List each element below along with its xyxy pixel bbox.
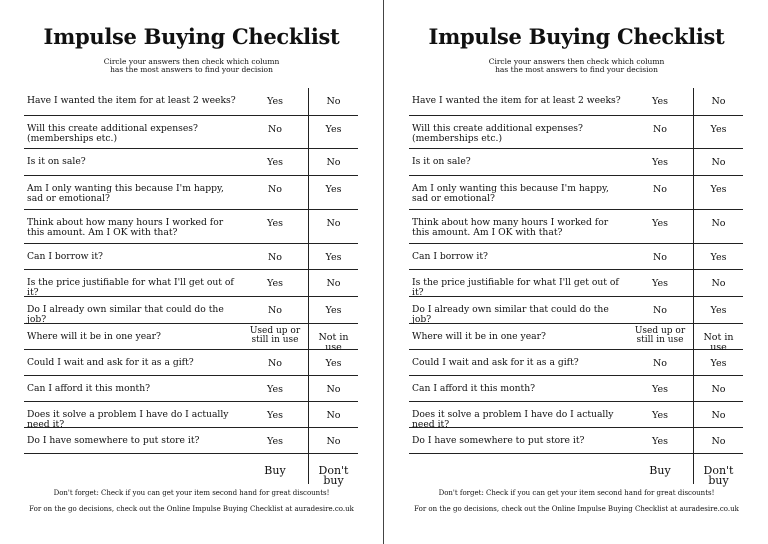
checklist-table (24, 88, 358, 487)
answer-no-column[interactable]: No (693, 210, 743, 243)
answer-yes-column[interactable]: No (267, 124, 283, 135)
answer-no-column[interactable]: No (693, 270, 743, 296)
answer-no-column[interactable]: Yes (308, 244, 358, 269)
buy-label: Buy (264, 464, 286, 477)
question-text: Does it solve a problem I have do I actually need it? (412, 409, 614, 430)
answer-yes-column[interactable]: Yes (267, 278, 283, 289)
question-text: Could I wait and ask for it as a gift? (412, 357, 579, 368)
answer-yes-column[interactable]: Yes (652, 218, 668, 229)
answer-no-column[interactable]: Yes (308, 116, 358, 148)
answer-yes-column[interactable]: Yes (267, 96, 283, 107)
checklist-table (409, 88, 743, 487)
table-row (24, 324, 358, 353)
question-text: Is it on sale? (27, 156, 86, 167)
table-row (409, 350, 743, 376)
question-text: Have I wanted the item for at least 2 weeks? (27, 95, 236, 106)
answer-yes-column[interactable]: No (652, 124, 668, 135)
table-row (409, 176, 743, 210)
answer-yes-column[interactable]: Yes (652, 157, 668, 168)
page-divider (383, 0, 384, 544)
answer-yes-column[interactable]: No (267, 184, 283, 195)
decision-row (409, 454, 743, 487)
table-row (409, 270, 743, 297)
answer-no-column[interactable]: No (308, 149, 358, 175)
answer-no-column[interactable]: No (308, 270, 358, 296)
answer-no-column[interactable]: Yes (693, 116, 743, 148)
question-text: Do I have somewhere to put store it? (412, 435, 585, 446)
table-row (24, 149, 358, 176)
answer-yes-column[interactable]: No (652, 305, 668, 316)
page-subtitle: Circle your answers then check which column has the most answers to find your decision (103, 57, 280, 74)
answer-yes-column[interactable]: Yes (652, 96, 668, 107)
table-row (24, 116, 358, 149)
answer-yes-column[interactable]: Yes (652, 436, 668, 447)
question-text: Do I already own similar that could do the job? (27, 304, 224, 325)
page-title: Impulse Buying Checklist (43, 24, 340, 49)
table-row (409, 149, 743, 176)
answer-no-column[interactable]: No (693, 88, 743, 115)
question-text: Where will it be in one year? (27, 331, 161, 342)
dont-buy-label: Don't buy (308, 454, 358, 484)
table-row (409, 324, 743, 353)
answer-no-column[interactable]: No (308, 210, 358, 243)
table-row (24, 350, 358, 376)
table-row (24, 176, 358, 210)
table-row (409, 376, 743, 402)
table-row (24, 244, 358, 270)
question-text: Can I afford it this month? (27, 383, 151, 394)
answer-yes-column[interactable]: Used up or still in use (634, 326, 686, 345)
dont-buy-label: Don't buy (693, 454, 743, 484)
question-text: Could I wait and ask for it as a gift? (27, 357, 194, 368)
answer-no-column[interactable]: Yes (693, 176, 743, 209)
table-row (24, 402, 358, 428)
answer-no-column[interactable]: Not in use (693, 324, 743, 349)
answer-no-column[interactable]: Yes (693, 297, 743, 323)
table-row (24, 210, 358, 244)
answer-no-column[interactable]: Yes (308, 297, 358, 323)
table-row (24, 376, 358, 402)
table-row (409, 428, 743, 454)
second-hand-note: Don't forget: Check if you can get your item second hand for great discounts! (53, 489, 330, 497)
question-text: Can I afford it this month? (412, 383, 536, 394)
buy-label: Buy (649, 464, 671, 477)
checklist-sheet-left (0, 0, 383, 544)
answer-yes-column[interactable]: No (267, 305, 283, 316)
table-row (409, 402, 743, 428)
question-text: Think about how many hours I worked for this amount. Am I OK with that? (412, 217, 609, 238)
answer-yes-column[interactable]: Yes (652, 384, 668, 395)
answer-no-column[interactable]: No (308, 88, 358, 115)
answer-yes-column[interactable]: Yes (652, 410, 668, 421)
answer-yes-column[interactable]: No (267, 252, 283, 263)
table-row (409, 210, 743, 244)
answer-yes-column[interactable]: Yes (267, 157, 283, 168)
question-text: Do I have somewhere to put store it? (27, 435, 200, 446)
question-text: Is the price justifiable for what I'll get out of it? (27, 277, 234, 298)
decision-row (24, 454, 358, 487)
checklist-sheet-right (385, 0, 768, 544)
answer-yes-column[interactable]: Yes (267, 218, 283, 229)
page-title: Impulse Buying Checklist (428, 24, 725, 49)
question-text: Will this create additional expenses? (memberships etc.) (412, 123, 583, 144)
answer-no-column[interactable]: No (693, 376, 743, 401)
answer-yes-column[interactable]: Yes (652, 278, 668, 289)
online-checklist-note: For on the go decisions, check out the Online Impulse Buying Checklist at auradesire.co.uk (414, 505, 739, 513)
answer-no-column[interactable]: No (308, 402, 358, 427)
answer-yes-column[interactable]: Yes (267, 410, 283, 421)
table-row (24, 270, 358, 297)
answer-yes-column[interactable]: No (652, 252, 668, 263)
answer-no-column[interactable]: Not in use (308, 324, 358, 349)
question-text: Does it solve a problem I have do I actually need it? (27, 409, 229, 430)
table-row (409, 116, 743, 149)
answer-no-column[interactable]: Yes (308, 350, 358, 375)
table-row (409, 244, 743, 270)
table-row (24, 88, 358, 116)
answer-no-column[interactable]: No (308, 428, 358, 453)
answer-yes-column[interactable]: No (652, 184, 668, 195)
online-checklist-note: For on the go decisions, check out the Online Impulse Buying Checklist at auradesire.co.uk (29, 505, 354, 513)
question-text: Can I borrow it? (27, 251, 103, 262)
question-text: Where will it be in one year? (412, 331, 546, 342)
table-row (24, 297, 358, 324)
question-text: Is it on sale? (412, 156, 471, 167)
answer-no-column[interactable]: No (308, 376, 358, 401)
answer-yes-column[interactable]: Used up or still in use (249, 326, 301, 345)
question-text: Is the price justifiable for what I'll get out of it? (412, 277, 619, 298)
answer-yes-column[interactable]: Yes (267, 436, 283, 447)
question-text: Am I only wanting this because I'm happy, sad or emotional? (27, 183, 224, 204)
question-text: Can I borrow it? (412, 251, 488, 262)
question-text: Do I already own similar that could do the job? (412, 304, 609, 325)
answer-no-column[interactable]: Yes (308, 176, 358, 209)
answer-no-column[interactable]: No (693, 428, 743, 453)
answer-no-column[interactable]: Yes (693, 244, 743, 269)
table-row (24, 428, 358, 454)
answer-yes-column[interactable]: Yes (267, 384, 283, 395)
page-subtitle: Circle your answers then check which column has the most answers to find your decision (488, 57, 665, 74)
question-text: Am I only wanting this because I'm happy, sad or emotional? (412, 183, 609, 204)
answer-no-column[interactable]: No (693, 149, 743, 175)
answer-yes-column[interactable]: No (652, 358, 668, 369)
question-text: Think about how many hours I worked for this amount. Am I OK with that? (27, 217, 224, 238)
answer-no-column[interactable]: Yes (693, 350, 743, 375)
second-hand-note: Don't forget: Check if you can get your item second hand for great discounts! (438, 489, 715, 497)
question-text: Have I wanted the item for at least 2 weeks? (412, 95, 621, 106)
answer-no-column[interactable]: No (693, 402, 743, 427)
question-text: Will this create additional expenses? (memberships etc.) (27, 123, 198, 144)
table-row (409, 88, 743, 116)
table-row (409, 297, 743, 324)
answer-yes-column[interactable]: No (267, 358, 283, 369)
